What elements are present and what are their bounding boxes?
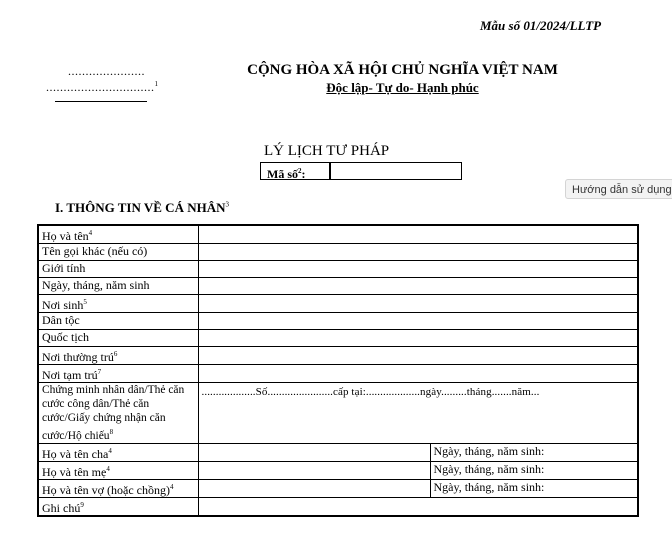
id-document-label: [38, 383, 198, 444]
ethnicity-label: Dân tộc: [38, 313, 198, 330]
motto: [200, 80, 605, 96]
agency-line-1: ......................: [68, 64, 145, 78]
personal-info-table: [37, 224, 639, 517]
table-row: [38, 383, 638, 444]
dob-label: Ngày, tháng, năm sinh: [38, 278, 198, 295]
agency-line-2: [46, 80, 159, 95]
id-document-label-text: Chứng minh nhân dân/Thẻ căn cước công dân/Thẻ căn cước/Giấy chứng nhận căn cước/Hộ chiếu: [42, 384, 185, 442]
agency-footnote: 1: [154, 80, 159, 88]
section-title: [55, 200, 229, 216]
gender-field[interactable]: [198, 261, 638, 278]
birthplace-label-text: Nơi sinh: [42, 298, 84, 312]
father-name-field[interactable]: [198, 443, 430, 461]
other-name-field[interactable]: [198, 244, 638, 261]
full-name-label: [38, 225, 198, 244]
document-title: LÝ LỊCH TƯ PHÁP: [264, 143, 390, 159]
table-row: [38, 443, 638, 461]
ethnicity-field[interactable]: [198, 313, 638, 330]
code-label: [261, 163, 331, 179]
full-name-label-text: Họ và tên: [42, 229, 89, 243]
nationality-field[interactable]: [198, 330, 638, 347]
section-title-text: I. THÔNG TIN VỀ CÁ NHÂN: [55, 200, 226, 215]
mother-name-label: [38, 461, 198, 479]
permanent-residence-label-text: Nơi thường trú: [42, 350, 114, 364]
table-row: [38, 295, 638, 313]
table-row: [38, 278, 638, 295]
temporary-residence-footnote: 7: [97, 368, 102, 376]
nation-title: CỘNG HÒA XÃ HỘI CHỦ NGHĨA VIỆT NAM: [247, 62, 558, 78]
temporary-residence-label-text: Nơi tạm trú: [42, 368, 98, 382]
permanent-residence-field[interactable]: [198, 347, 638, 365]
father-name-label: [38, 443, 198, 461]
notes-field[interactable]: [198, 497, 638, 516]
id-document-footnote: 8: [109, 428, 114, 436]
birthplace-field[interactable]: [198, 295, 638, 313]
mother-name-label-text: Họ và tên mẹ: [42, 464, 107, 479]
table-row: [38, 313, 638, 330]
table-row: [38, 330, 638, 347]
other-name-label: Tên gọi khác (nếu có): [38, 244, 198, 261]
section-footnote: 3: [225, 200, 229, 209]
id-document-field[interactable]: ...................Số.......................cấp tại:...................ngày.........tháng.......năm...: [198, 383, 638, 444]
table-row: [38, 244, 638, 261]
mother-name-footnote: 4: [106, 464, 110, 473]
full-name-field[interactable]: [198, 225, 638, 244]
birthplace-footnote: 5: [83, 298, 87, 306]
spouse-dob-field[interactable]: Ngày, tháng, năm sinh:: [430, 479, 638, 497]
spouse-name-label-text: Họ và tên vợ (hoặc chồng): [42, 482, 170, 497]
agency-underline: [55, 101, 147, 102]
birthplace-label: [38, 295, 198, 313]
permanent-residence-label: [38, 347, 198, 365]
temporary-residence-label: [38, 365, 198, 383]
notes-label-text: Ghi chú: [42, 500, 81, 515]
table-row: [38, 479, 638, 497]
agency-line-2-dots: ...............................: [46, 80, 155, 94]
motto-text: Độc lập- Tự do- Hạnh phúc: [326, 80, 479, 95]
table-row: [38, 461, 638, 479]
form-number: Mẫu số 01/2024/LLTP: [480, 18, 602, 33]
father-dob-field[interactable]: Ngày, tháng, năm sinh:: [430, 443, 638, 461]
usage-guide-tooltip[interactable]: Hướng dẫn sử dụng: [565, 179, 672, 199]
mother-name-field[interactable]: [198, 461, 430, 479]
table-row: [38, 347, 638, 365]
mother-dob-field[interactable]: Ngày, tháng, năm sinh:: [430, 461, 638, 479]
table-row: [38, 261, 638, 278]
table-row: [38, 365, 638, 383]
nationality-label: Quốc tịch: [38, 330, 198, 347]
spouse-name-footnote: 4: [169, 482, 174, 491]
dob-field[interactable]: [198, 278, 638, 295]
code-footnote: 2: [298, 167, 302, 175]
code-label-colon: :: [301, 167, 306, 181]
notes-footnote: 9: [80, 500, 84, 509]
table-row: [38, 497, 638, 516]
spouse-name-label: [38, 479, 198, 497]
code-field[interactable]: [260, 162, 462, 180]
father-name-label-text: Họ và tên cha: [42, 446, 109, 461]
spouse-name-field[interactable]: [198, 479, 430, 497]
full-name-footnote: 4: [88, 229, 93, 237]
table-row: [38, 225, 638, 244]
father-name-footnote: 4: [108, 446, 112, 455]
gender-label: Giới tính: [38, 261, 198, 278]
permanent-residence-footnote: 6: [113, 350, 118, 358]
notes-label: [38, 497, 198, 516]
code-label-text: Mã số: [267, 167, 298, 181]
temporary-residence-field[interactable]: [198, 365, 638, 383]
